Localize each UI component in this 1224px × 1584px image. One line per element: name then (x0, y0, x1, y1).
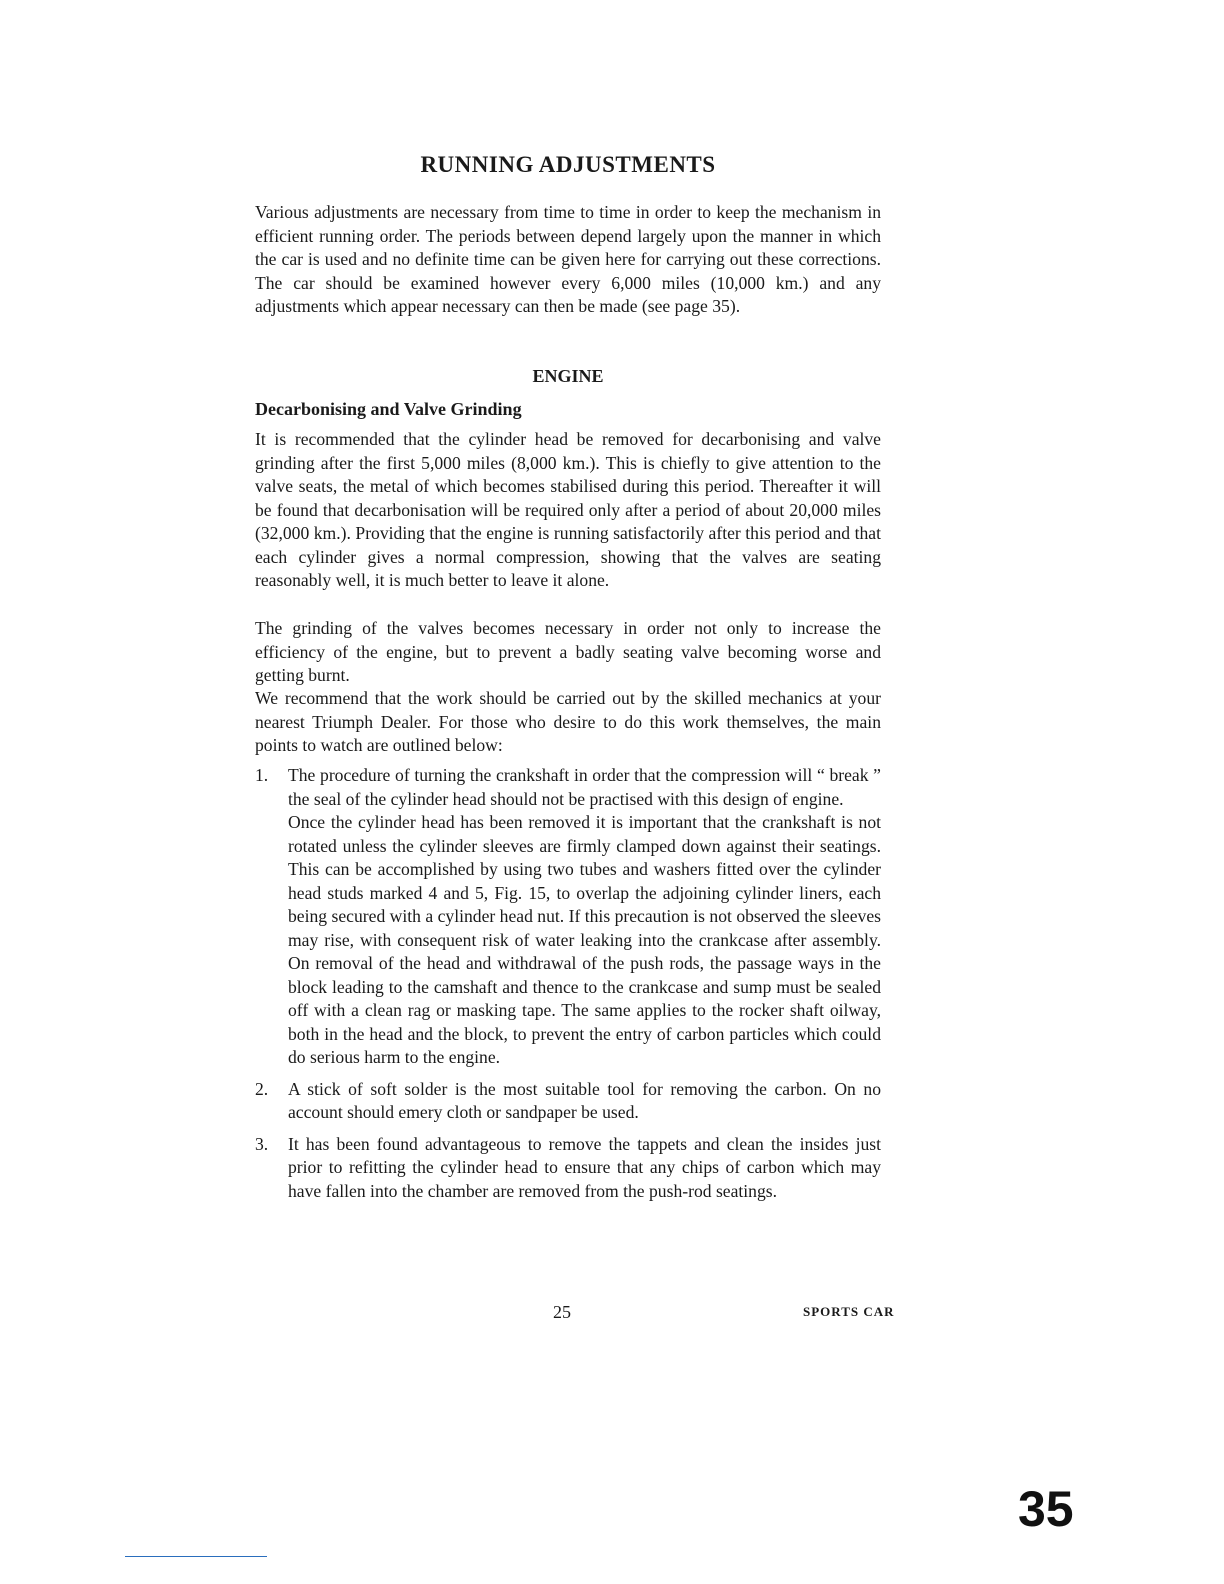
list-item-number: 1. (255, 765, 269, 785)
page-number: 25 (553, 1302, 571, 1322)
footnote-divider (125, 1556, 267, 1557)
body-paragraph-2: The grinding of the valves becomes necessary in order not only to increase the efficiency of the engine, but to prevent a badly seating valve becoming worse and getting burnt. (255, 618, 881, 685)
page-title: RUNNING ADJUSTMENTS (420, 152, 716, 177)
footer-label: SPORTS CAR (803, 1304, 895, 1319)
intro-paragraph: Various adjustments are necessary from time to time in order to keep the mechanism in efficient running order. The periods between depend largely upon the manner in which the car is used and no definite time can be given here for carrying out these corrections. The car should be examined however every 6,000 miles (10,000 km.) and any adjustments which appear necessary can then be made (see page 35). (255, 202, 881, 316)
list-item-number: 3. (255, 1133, 269, 1154)
list-item-continuation: Once the cylinder head has been removed it is important that the crankshaft is not rotated unless the cylinder sleeves are firmly clamped down against their seatings. This can be accomplished by using two tubes and washers fitted over the cylinder head studs marked 4 and 5, Fig. 15, to overlap the adjoining cylinder liners, each being secured with a cylinder head nut. If this precaution is not observed the sleeves may rise, with consequent risk of water leaking into the crankcase after assembly. On removal of the head and withdrawal of the push rods, the passage ways in the block leading to the camshaft and thence to the crankcase and sump must be sealed off with a clean rag or masking tape. The same applies to the rocker shaft oilway, both in the head and the block, to prevent the entry of carbon particles which could do serious harm to the engine. (288, 812, 881, 1067)
body-paragraph-3: We recommend that the work should be carried out by the skilled mechanics at your nearest Triumph Dealer. For those who desire to do this work themselves, the main points to watch are outlined below: (255, 688, 881, 755)
list-item (255, 1078, 881, 1125)
section-heading: ENGINE (532, 366, 604, 386)
body-paragraph-1: It is recommended that the cylinder head be removed for decarbonising and valve grinding after the first 5,000 miles (8,000 km.). This is chiefly to give attention to the valve seats, the metal of which becomes stabilised during this period. Thereafter it will be found that decarbonisation will be required only after a period of about 20,000 miles (32,000 km.). Providing that the engine is running satisfactorily after this period and that each cylinder gives a normal compression, showing that the valves are seating reasonably well, it is much better to leave it alone. (255, 429, 881, 590)
sheet-number: 35 (1018, 1481, 1074, 1537)
list-item-number: 2. (255, 1078, 269, 1099)
list-item-text: It has been found advantageous to remove the tappets and clean the insides just prior to refitting the cylinder head to ensure that any chips of carbon which may have fallen into the chamber are removed from the push-rod seatings. (288, 1133, 881, 1201)
instruction-list (255, 764, 881, 1211)
list-item-text: A stick of soft solder is the most suitable tool for removing the carbon. On no account should emery cloth or sandpaper be used. (288, 1078, 881, 1122)
list-item (255, 1133, 881, 1204)
subheading: Decarbonising and Valve Grinding (255, 399, 522, 419)
list-item (255, 764, 881, 1070)
list-item-text: The procedure of turning the crankshaft in order that the compression will “ break ” the seal of the cylinder head should not be practised with this design of engine. (288, 765, 881, 809)
